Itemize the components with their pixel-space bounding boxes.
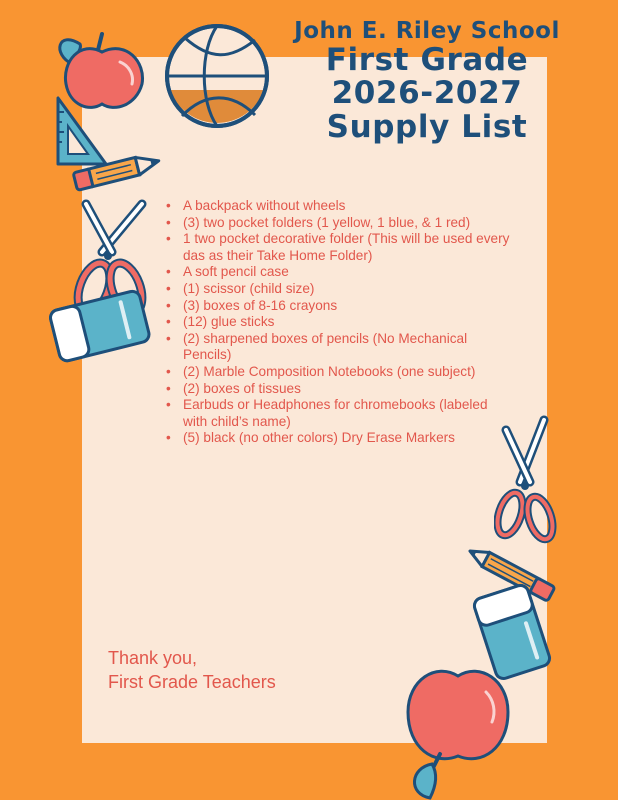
list-item: • (1) scissor (child size): [180, 281, 510, 298]
list-item: • (3) two pocket folders (1 yellow, 1 blue, & 1 red): [180, 215, 510, 232]
supply-list: [180, 198, 510, 447]
signoff-thanks: Thank you,: [108, 648, 198, 668]
list-item: • 1 two pocket decorative folder (This will be used every das as their Take Home Folder): [180, 231, 510, 264]
page-title-list: Supply List: [326, 108, 528, 145]
page-title-grade: First Grade: [325, 42, 529, 78]
list-item: • (12) glue sticks: [180, 314, 510, 331]
list-item: • A soft pencil case: [180, 264, 510, 281]
list-item: • (3) boxes of 8-16 crayons: [180, 298, 510, 315]
signoff: [108, 646, 276, 694]
list-item: • (5) black (no other colors) Dry Erase Markers: [180, 430, 510, 447]
page-title-year: 2026-2027: [331, 75, 523, 112]
eraser-icon: [40, 282, 160, 372]
header: [262, 18, 592, 144]
list-item: • (2) sharpened boxes of pencils (No Mechanical Pencils): [180, 331, 510, 364]
list-item: • (2) Marble Composition Notebooks (one subject): [180, 364, 510, 381]
school-name: John E. Riley School: [294, 18, 560, 44]
pencil-icon: [66, 148, 170, 194]
list-item: • Earbuds or Headphones for chromebooks (labeled with child’s name): [180, 397, 510, 430]
signoff-signature: First Grade Teachers: [108, 672, 276, 692]
list-item: • (2) boxes of tissues: [180, 381, 510, 398]
apple-icon: [400, 656, 520, 800]
list-item: • A backpack without wheels: [180, 198, 510, 215]
